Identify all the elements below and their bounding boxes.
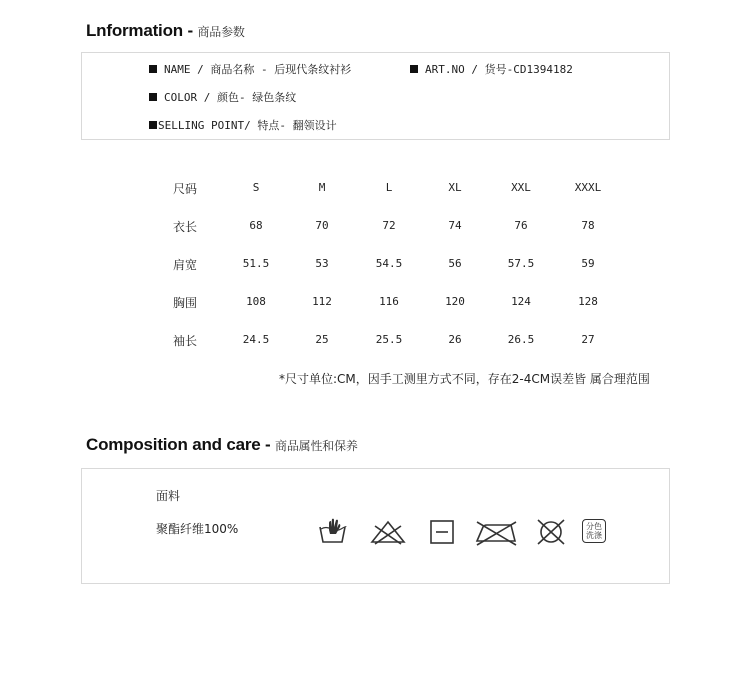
- table-cell: 108: [246, 295, 266, 308]
- product-name-line: [149, 61, 351, 77]
- art-no-text: ART.NO / 货号-CD1394182: [425, 63, 573, 76]
- table-cell: 72: [382, 219, 396, 232]
- composition-section-title: [86, 435, 358, 455]
- hand-wash-icon: [318, 516, 348, 546]
- table-cell: 76: [514, 219, 528, 232]
- bullet-square-icon: [149, 93, 157, 101]
- information-dash: -: [182, 21, 198, 40]
- wash-separately-icon: [582, 519, 606, 543]
- do-not-bleach-icon: [369, 518, 407, 546]
- information-title: Lnformation: [86, 21, 183, 40]
- table-cell: 27: [581, 333, 595, 346]
- table-cell: 74: [448, 219, 462, 232]
- table-cell: 54.5: [375, 257, 403, 270]
- dry-flat-icon: [429, 519, 455, 545]
- bullet-square-icon: [149, 121, 157, 129]
- selling-point-line: [149, 117, 337, 133]
- table-cell: 51.5: [242, 257, 270, 270]
- selling-point-text: SELLING POINT/ 特点- 翻领设计: [158, 119, 337, 132]
- table-cell: 120: [445, 295, 465, 308]
- information-subtitle: 商品参数: [197, 25, 245, 39]
- size-header: XL: [448, 181, 462, 194]
- table-cell: 25: [315, 333, 329, 346]
- size-header-label: 尺码: [173, 182, 198, 196]
- table-row-label: 衣长: [173, 220, 198, 234]
- table-cell: 112: [312, 295, 332, 308]
- table-cell: 59: [581, 257, 595, 270]
- color-text: COLOR / 颜色- 绿色条纹: [164, 91, 297, 104]
- table-row-label: 肩宽: [173, 258, 198, 272]
- size-header: XXXL: [574, 181, 602, 194]
- fabric-value: 聚酯纤维100%: [156, 522, 239, 536]
- size-header: M: [318, 181, 326, 194]
- table-cell: 78: [581, 219, 595, 232]
- color-line: [149, 89, 296, 105]
- table-cell: 26: [448, 333, 462, 346]
- wash-separately-text: 分色: [586, 522, 602, 531]
- size-note: *尺寸单位:CM，因手工测里方式不同，存在2-4CM误差皆 属合理范围: [279, 372, 650, 386]
- bullet-square-icon: [149, 65, 157, 73]
- table-cell: 26.5: [507, 333, 535, 346]
- table-cell: 56: [448, 257, 462, 270]
- table-row-label: 袖长: [173, 334, 198, 348]
- size-header: S: [252, 181, 260, 194]
- table-cell: 128: [578, 295, 598, 308]
- table-cell: 68: [249, 219, 263, 232]
- table-cell: 53: [315, 257, 329, 270]
- do-not-dry-clean-icon: [535, 517, 567, 547]
- do-not-iron-icon: [473, 518, 519, 546]
- information-section-title: [86, 21, 245, 41]
- art-no-line: [410, 61, 573, 77]
- table-row-label: 胸围: [173, 296, 198, 310]
- composition-dash: -: [260, 435, 276, 454]
- table-cell: 116: [379, 295, 399, 308]
- table-cell: 57.5: [507, 257, 535, 270]
- product-name-text: NAME / 商品名称 - 后现代条纹衬衫: [164, 63, 352, 76]
- fabric-label: 面料: [156, 489, 181, 503]
- table-cell: 25.5: [375, 333, 403, 346]
- table-cell: 124: [511, 295, 531, 308]
- table-cell: 24.5: [242, 333, 270, 346]
- wash-separately-text: 洗涤: [586, 531, 602, 540]
- bullet-square-icon: [410, 65, 418, 73]
- composition-subtitle: 商品属性和保养: [275, 439, 358, 453]
- size-header: XXL: [511, 181, 531, 194]
- composition-title: Composition and care: [86, 435, 261, 454]
- size-header: L: [385, 181, 393, 194]
- table-cell: 70: [315, 219, 329, 232]
